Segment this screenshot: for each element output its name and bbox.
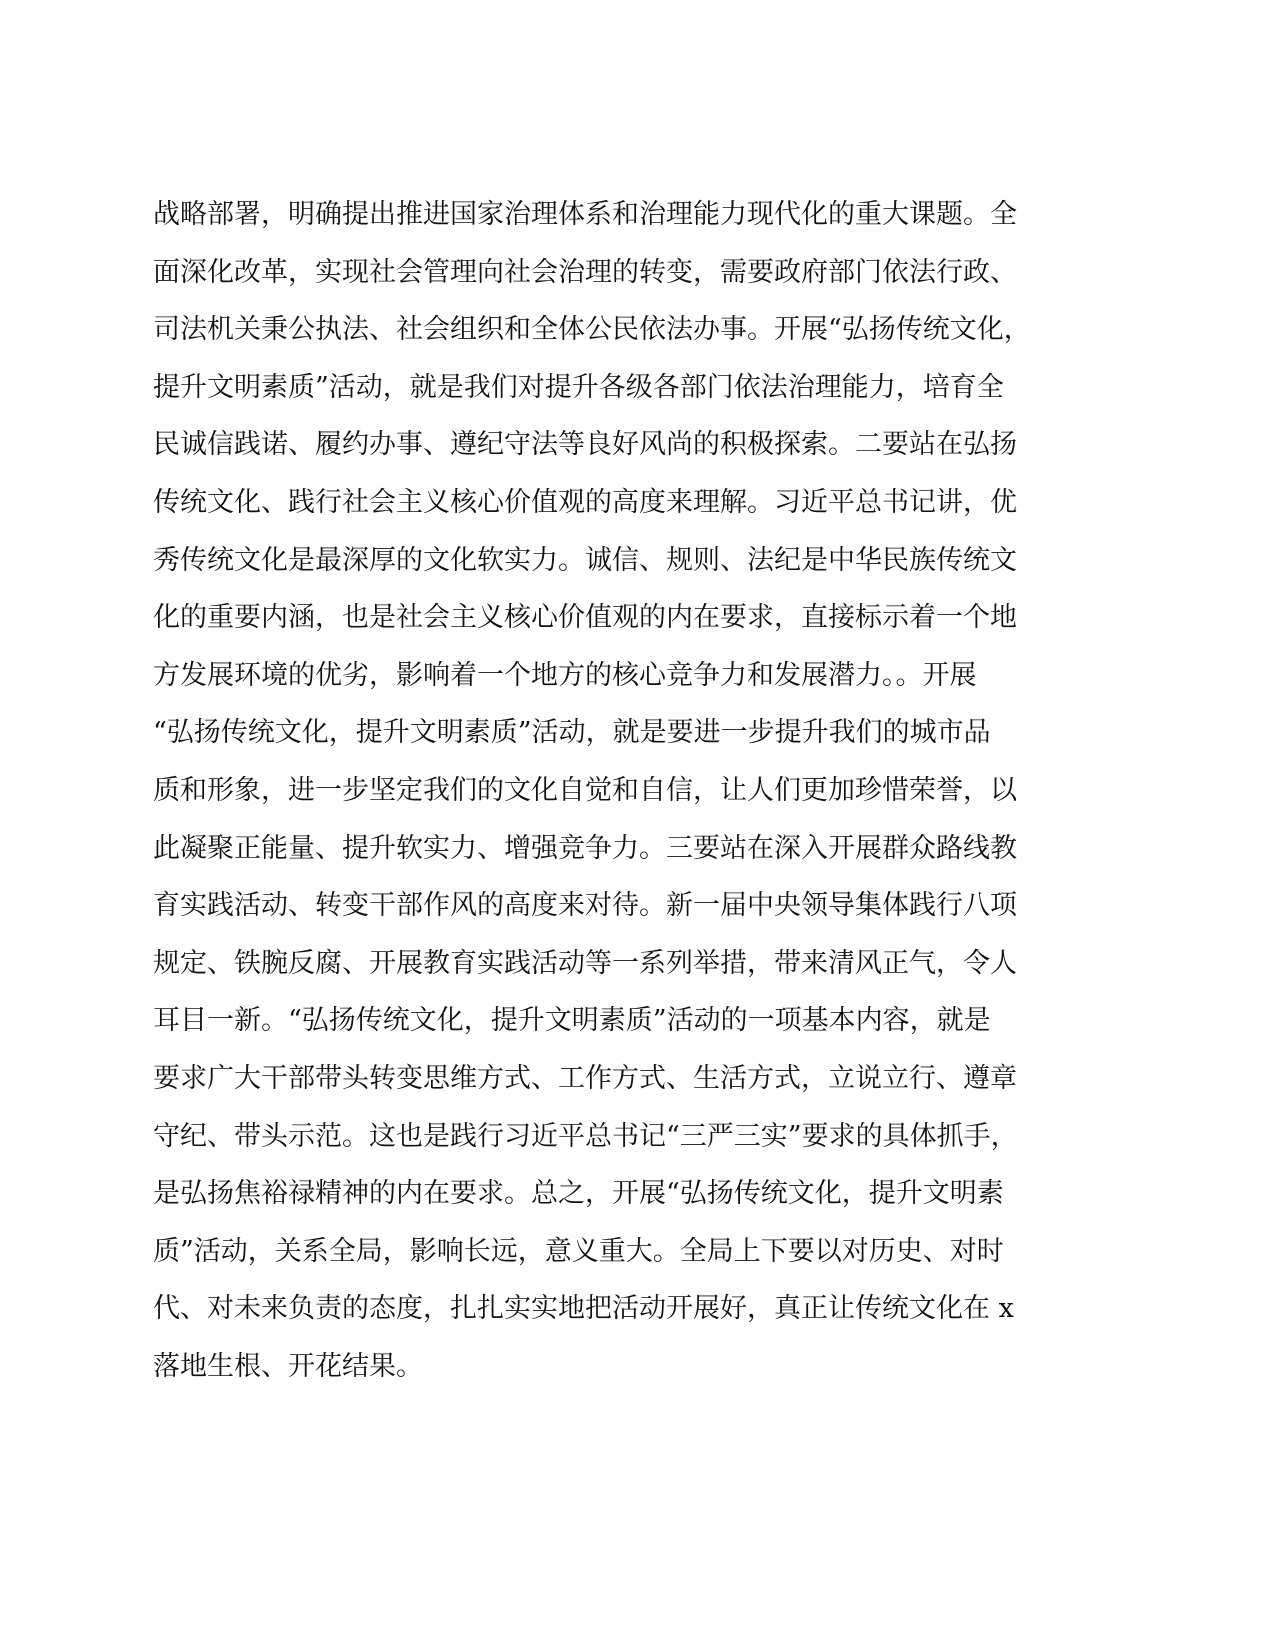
- text-line: 是弘扬焦裕禄精神的内在要求。总之，开展“弘扬传统文化，提升文明素: [153, 1178, 1004, 1210]
- text-line: 质”活动，关系全局，影响长远，意义重大。全局上下要以对历史、对时: [153, 1235, 1004, 1267]
- text-line: 方发展环境的优劣，影响着一个地方的核心竞争力和发展潜力。。开展: [153, 659, 977, 691]
- text-line: 面深化改革，实现社会管理向社会治理的转变，需要政府部门依法行政、: [153, 256, 1017, 288]
- text-line: 提升文明素质”活动，就是我们对提升各级各部门依法治理能力，培育全: [153, 371, 1004, 403]
- text-line: 代、对未来负责的态度，扎扎实实地把活动开展好，真正让传统文化在 x: [153, 1293, 1014, 1325]
- text-line: 司法机关秉公执法、社会组织和全体公民依法办事。开展“弘扬传统文化，: [153, 314, 1031, 346]
- text-line: 传统文化、践行社会主义核心价值观的高度来理解。习近平总书记讲，优: [153, 486, 1017, 518]
- text-line: 化的重要内涵，也是社会主义核心价值观的内在要求，直接标示着一个地: [153, 602, 1017, 634]
- text-line: 耳目一新。“弘扬传统文化，提升文明素质”活动的一项基本内容，就是: [153, 1005, 991, 1037]
- text-line: 质和形象，进一步坚定我们的文化自觉和自信，让人们更加珍惜荣誉，以: [153, 774, 1017, 806]
- body-paragraph: [153, 186, 1153, 1395]
- text-line: 战略部署，明确提出推进国家治理体系和治理能力现代化的重大课题。全: [153, 199, 1017, 230]
- text-line: “弘扬传统文化，提升文明素质”活动，就是要进一步提升我们的城市品: [153, 717, 991, 749]
- text-line: 秀传统文化是最深厚的文化软实力。诚信、规则、法纪是中华民族传统文: [153, 544, 1017, 576]
- text-line: 育实践活动、转变干部作风的高度来对待。新一届中央领导集体践行八项: [153, 890, 1017, 922]
- text-line: 此凝聚正能量、提升软实力、增强竞争力。三要站在深入开展群众路线教: [153, 832, 1017, 864]
- text-line: 落地生根、开花结果。: [153, 1350, 423, 1382]
- text-line: 要求广大干部带头转变思维方式、工作方式、生活方式，立说立行、遵章: [153, 1062, 1017, 1094]
- text-line: 守纪、带头示范。这也是践行习近平总书记“三严三实”要求的具体抓手，: [153, 1120, 1018, 1152]
- text-line: 规定、铁腕反腐、开展教育实践活动等一系列举措，带来清风正气，令人: [153, 947, 1017, 979]
- text-line: 民诚信践诺、履约办事、遵纪守法等良好风尚的积极探索。二要站在弘扬: [153, 429, 1017, 461]
